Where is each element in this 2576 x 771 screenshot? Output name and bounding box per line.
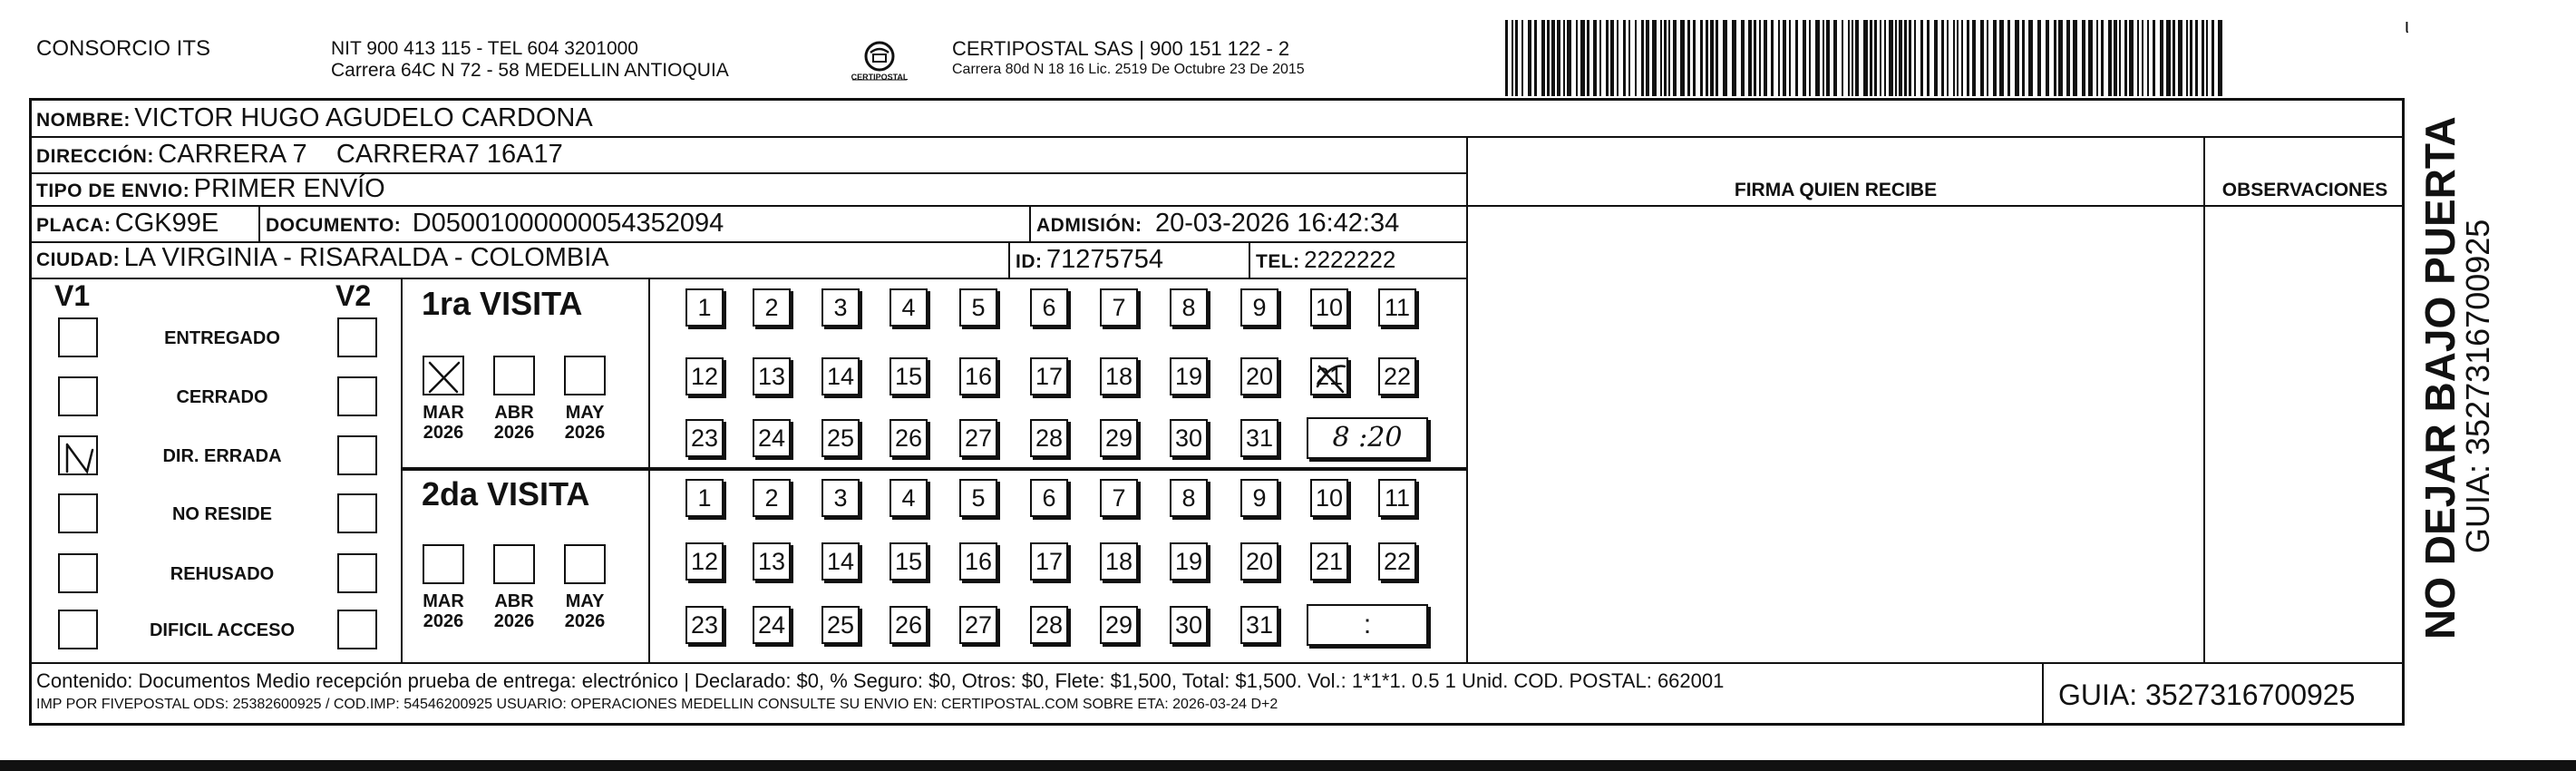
visit2-day-21[interactable]: 21 bbox=[1310, 542, 1348, 581]
visit1-title: 1ra VISITA bbox=[422, 285, 583, 322]
visit1-day-16[interactable]: 16 bbox=[959, 357, 997, 395]
visit2-day-22[interactable]: 22 bbox=[1378, 542, 1416, 581]
id-value: 71275754 bbox=[1045, 245, 1163, 274]
visit2-day-28[interactable]: 28 bbox=[1030, 606, 1068, 644]
placa-label: PLACA: bbox=[36, 215, 112, 236]
nombre-value: VICTOR HUGO AGUDELO CARDONA bbox=[134, 103, 593, 132]
visit2-day-17[interactable]: 17 bbox=[1030, 542, 1068, 581]
visit2-month-checkbox-abr[interactable] bbox=[493, 544, 535, 584]
company-name: CONSORCIO ITS bbox=[36, 36, 211, 61]
v2-checkbox-rehusado[interactable] bbox=[337, 553, 377, 593]
visit2-day-29[interactable]: 29 bbox=[1100, 606, 1138, 644]
visit1-day-1[interactable]: 1 bbox=[685, 288, 724, 327]
v1-checkbox-cerrado[interactable] bbox=[58, 376, 98, 416]
visit1-day-17[interactable]: 17 bbox=[1030, 357, 1068, 395]
visit2-day-10[interactable]: 10 bbox=[1310, 479, 1348, 517]
direccion-value: CARRERA 7 CARRERA7 16A17 bbox=[158, 140, 563, 169]
admision-label: ADMISIÓN: bbox=[1036, 215, 1142, 236]
visit1-day-22[interactable]: 22 bbox=[1378, 357, 1416, 395]
status-label: CERRADO bbox=[176, 387, 268, 407]
visit2-day-15[interactable]: 15 bbox=[889, 542, 928, 581]
status-label: DIFICIL ACCESO bbox=[149, 620, 295, 640]
visit1-month-checkbox-may[interactable] bbox=[564, 356, 606, 395]
status-label: ENTREGADO bbox=[164, 328, 280, 348]
visit1-day-6[interactable]: 6 bbox=[1030, 288, 1068, 327]
visit1-day-31[interactable]: 31 bbox=[1240, 419, 1278, 457]
visit1-month-checkbox-abr[interactable] bbox=[493, 356, 535, 395]
visit1-day-12[interactable]: 12 bbox=[685, 357, 724, 395]
footer-content-line: Contenido: Documentos Medio recepción prueba de entrega: electrónico | Declarado: $0, % Seguro: $0, Otros: $0, Flete: $1,500, Total: $1,500. Vol.: 1*1*1. 0.5 1 Unid. COD. POSTAL: 662001 bbox=[36, 669, 1725, 692]
placa-field bbox=[36, 209, 219, 242]
placa-value: CGK99E bbox=[114, 209, 219, 238]
header bbox=[0, 0, 2576, 98]
year-label: 2026 bbox=[423, 611, 464, 631]
visit2-day-31[interactable]: 31 bbox=[1240, 606, 1278, 644]
visit2-day-7[interactable]: 7 bbox=[1100, 479, 1138, 517]
visit1-day-21[interactable]: 21 bbox=[1310, 357, 1348, 395]
v2-checkbox-cerrado[interactable] bbox=[337, 376, 377, 416]
visit1-day-15[interactable]: 15 bbox=[889, 357, 928, 395]
month-label: MAR bbox=[423, 403, 464, 423]
tipo-envio-label: TIPO DE ENVIO: bbox=[36, 181, 190, 201]
visit2-day-16[interactable]: 16 bbox=[959, 542, 997, 581]
v2-checkbox-dificil-acceso[interactable] bbox=[337, 610, 377, 649]
visit1-day-7[interactable]: 7 bbox=[1100, 288, 1138, 327]
v2-header: V2 bbox=[335, 279, 372, 312]
visit2-day-8[interactable]: 8 bbox=[1170, 479, 1208, 517]
visit2-day-12[interactable]: 12 bbox=[685, 542, 724, 581]
visit2-day-26[interactable]: 26 bbox=[889, 606, 928, 644]
tipo-envio-row bbox=[36, 174, 385, 208]
visit1-day-30[interactable]: 30 bbox=[1170, 419, 1208, 457]
ciudad-value: LA VIRGINIA - RISARALDA - COLOMBIA bbox=[123, 243, 609, 272]
v1-checkbox-entregado[interactable] bbox=[58, 317, 98, 357]
id-label: ID: bbox=[1016, 251, 1043, 272]
visit2-day-4[interactable]: 4 bbox=[889, 479, 928, 517]
year-label: 2026 bbox=[564, 611, 606, 631]
id-field bbox=[1016, 245, 1163, 278]
bottom-border bbox=[0, 760, 2576, 771]
visit1-day-13[interactable]: 13 bbox=[753, 357, 791, 395]
visit2-day-1[interactable]: 1 bbox=[685, 479, 724, 517]
visit1-day-24[interactable]: 24 bbox=[753, 419, 791, 457]
visit2-day-14[interactable]: 14 bbox=[821, 542, 860, 581]
visit2-day-19[interactable]: 19 bbox=[1170, 542, 1208, 581]
barcode bbox=[1503, 20, 2229, 96]
visit1-day-19[interactable]: 19 bbox=[1170, 357, 1208, 395]
visit1-day-9[interactable]: 9 bbox=[1240, 288, 1278, 327]
v1-header: V1 bbox=[54, 279, 91, 312]
visit1-month-checkbox-mar[interactable] bbox=[423, 356, 464, 395]
documento-value: D05001000000054352094 bbox=[412, 209, 724, 238]
documento-field bbox=[266, 209, 724, 242]
tipo-envio-value: PRIMER ENVÍO bbox=[193, 174, 385, 203]
visit1-day-11[interactable]: 11 bbox=[1378, 288, 1416, 327]
visit1-day-4[interactable]: 4 bbox=[889, 288, 928, 327]
v2-checkbox-entregado[interactable] bbox=[337, 317, 377, 357]
status-label: NO RESIDE bbox=[171, 504, 273, 524]
year-label: 2026 bbox=[493, 611, 535, 631]
year-label: 2026 bbox=[423, 423, 464, 443]
logo-text: CERTIPOSTAL bbox=[851, 73, 909, 82]
visit1-day-18[interactable]: 18 bbox=[1100, 357, 1138, 395]
address-line: Carrera 64C N 72 - 58 MEDELLIN ANTIOQUIA bbox=[331, 60, 729, 81]
visit2-day-20[interactable]: 20 bbox=[1240, 542, 1278, 581]
license-line: Carrera 80d N 18 16 Lic. 2519 De Octubre 23 De 2015 bbox=[952, 62, 1305, 77]
v1-checkbox-dir-errada[interactable] bbox=[58, 435, 98, 475]
visit1-day-23[interactable]: 23 bbox=[685, 419, 724, 457]
visit1-day-29[interactable]: 29 bbox=[1100, 419, 1138, 457]
visit2-day-11[interactable]: 11 bbox=[1378, 479, 1416, 517]
visit2-day-9[interactable]: 9 bbox=[1240, 479, 1278, 517]
visit1-day-14[interactable]: 14 bbox=[821, 357, 860, 395]
visit1-day-25[interactable]: 25 bbox=[821, 419, 860, 457]
certipostal-line: CERTIPOSTAL SAS | 900 151 122 - 2 bbox=[952, 37, 1290, 60]
footer-print-line: IMP POR FIVEPOSTAL ODS: 25382600925 / COD.IMP: 54546200925 USUARIO: OPERACIONES MEDELLIN CONSULTE SU ENVIO EN: CERTIPOSTAL.COM SOBRE ETA: 2026-03-24 D+2 bbox=[36, 697, 1278, 712]
visit2-day-6[interactable]: 6 bbox=[1030, 479, 1068, 517]
v1-checkbox-dificil-acceso[interactable] bbox=[58, 610, 98, 649]
visit2-day-13[interactable]: 13 bbox=[753, 542, 791, 581]
checkmark-icon bbox=[60, 437, 100, 477]
visit2-month-checkbox-may[interactable] bbox=[564, 544, 606, 584]
visit2-day-23[interactable]: 23 bbox=[685, 606, 724, 644]
visit2-day-27[interactable]: 27 bbox=[959, 606, 997, 644]
year-label: 2026 bbox=[493, 423, 535, 443]
certipostal-logo bbox=[843, 38, 916, 93]
visit2-day-5[interactable]: 5 bbox=[959, 479, 997, 517]
visit1-day-27[interactable]: 27 bbox=[959, 419, 997, 457]
visit2-day-24[interactable]: 24 bbox=[753, 606, 791, 644]
side-guia: GUIA: 3527316700925 bbox=[2459, 219, 2496, 553]
checkmark-icon bbox=[1312, 359, 1350, 397]
tel-field bbox=[1256, 245, 1395, 278]
visit2-title: 2da VISITA bbox=[422, 475, 590, 512]
v2-checkbox-dir-errada[interactable] bbox=[337, 435, 377, 475]
visit1-day-20[interactable]: 20 bbox=[1240, 357, 1278, 395]
nombre-label: NOMBRE: bbox=[36, 110, 131, 131]
month-label: ABR bbox=[494, 591, 534, 611]
visit2-month-checkbox-mar[interactable] bbox=[423, 544, 464, 584]
admision-value: 20-03-2026 16:42:34 bbox=[1154, 209, 1400, 238]
month-label: MAR bbox=[423, 591, 464, 611]
visit2-day-25[interactable]: 25 bbox=[821, 606, 860, 644]
status-label: REHUSADO bbox=[170, 564, 275, 584]
direccion-row bbox=[36, 140, 563, 173]
tel-value: 2222222 bbox=[1304, 246, 1396, 273]
observaciones-header: OBSERVACIONES bbox=[2221, 180, 2388, 200]
footer-guia: GUIA: 3527316700925 bbox=[2058, 678, 2356, 711]
month-label: MAY bbox=[565, 403, 605, 423]
visit2-day-2[interactable]: 2 bbox=[753, 479, 791, 517]
nit-line: NIT 900 413 115 - TEL 604 3201000 bbox=[331, 38, 638, 59]
nombre-row bbox=[36, 103, 593, 137]
visit1-day-8[interactable]: 8 bbox=[1170, 288, 1208, 327]
direccion-label: DIRECCIÓN: bbox=[36, 146, 154, 167]
firma-header: FIRMA QUIEN RECIBE bbox=[1734, 180, 1938, 200]
visit1-day-5[interactable]: 5 bbox=[959, 288, 997, 327]
documento-label: DOCUMENTO: bbox=[266, 215, 402, 236]
status-label: DIR. ERRADA bbox=[162, 446, 282, 466]
v1-checkbox-no-reside[interactable] bbox=[58, 493, 98, 533]
corner-mark: ι bbox=[2405, 15, 2409, 37]
year-label: 2026 bbox=[564, 423, 606, 443]
visit2-day-30[interactable]: 30 bbox=[1170, 606, 1208, 644]
ciudad-field bbox=[36, 243, 609, 277]
visit1-day-28[interactable]: 28 bbox=[1030, 419, 1068, 457]
visit1-day-26[interactable]: 26 bbox=[889, 419, 928, 457]
admision-field bbox=[1036, 209, 1399, 242]
visit1-day-3[interactable]: 3 bbox=[821, 288, 860, 327]
visit1-time-field[interactable]: 8 :20 bbox=[1307, 417, 1428, 459]
ciudad-label: CIUDAD: bbox=[36, 249, 121, 270]
visit1-day-10[interactable]: 10 bbox=[1310, 288, 1348, 327]
visit2-time-field[interactable]: : bbox=[1307, 604, 1428, 646]
checkmark-icon bbox=[424, 357, 464, 397]
v1-checkbox-rehusado[interactable] bbox=[58, 553, 98, 593]
v2-checkbox-no-reside[interactable] bbox=[337, 493, 377, 533]
visit1-day-2[interactable]: 2 bbox=[753, 288, 791, 327]
visit2-day-18[interactable]: 18 bbox=[1100, 542, 1138, 581]
month-label: ABR bbox=[494, 403, 534, 423]
tel-label: TEL: bbox=[1256, 251, 1300, 272]
visit2-day-3[interactable]: 3 bbox=[821, 479, 860, 517]
month-label: MAY bbox=[565, 591, 605, 611]
side-warning: NO DEJAR BAJO PUERTA bbox=[2416, 116, 2464, 639]
